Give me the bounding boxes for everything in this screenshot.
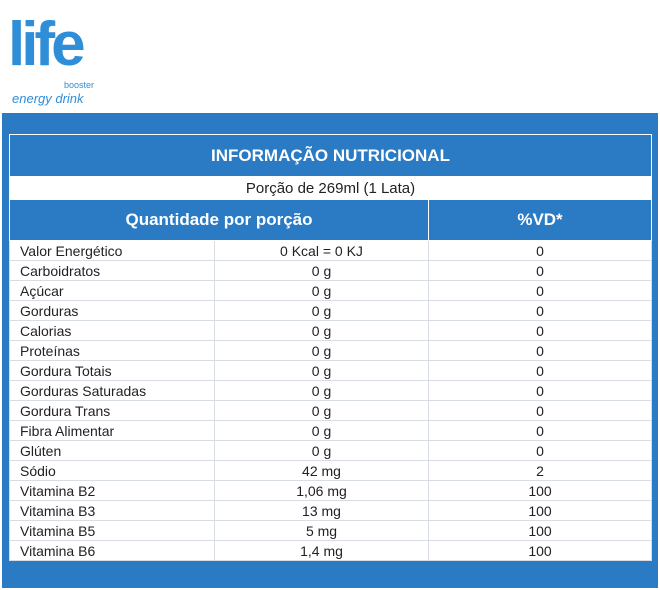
nutrient-quantity: 13 mg: [215, 501, 429, 521]
nutrient-vd: 0: [429, 281, 652, 301]
table-row: [10, 281, 652, 301]
header-quantity: Quantidade por porção: [10, 200, 429, 241]
nutrient-quantity: 0 g: [215, 421, 429, 441]
nutrient-name: Gorduras Saturadas: [10, 381, 215, 401]
table-title: INFORMAÇÃO NUTRICIONAL: [10, 135, 652, 177]
nutrient-name: Glúten: [10, 441, 215, 461]
nutrient-vd: 0: [429, 381, 652, 401]
nutrient-vd: 0: [429, 421, 652, 441]
nutrient-quantity: 1,06 mg: [215, 481, 429, 501]
nutrient-name: Gordura Trans: [10, 401, 215, 421]
table-row: [10, 421, 652, 441]
nutrient-name: Vitamina B2: [10, 481, 215, 501]
nutrient-name: Vitamina B3: [10, 501, 215, 521]
nutrient-name: Vitamina B5: [10, 521, 215, 541]
nutrient-quantity: 0 g: [215, 261, 429, 281]
nutrient-vd: 0: [429, 261, 652, 281]
nutrient-name: Gordura Totais: [10, 361, 215, 381]
header-vd: %VD*: [429, 200, 652, 241]
nutrient-quantity: 0 g: [215, 361, 429, 381]
nutrient-vd: 0: [429, 401, 652, 421]
nutrient-quantity: 42 mg: [215, 461, 429, 481]
nutrient-vd: 0: [429, 321, 652, 341]
table-row: [10, 461, 652, 481]
logo-booster-text: booster: [64, 80, 95, 90]
nutrient-name: Carboidratos: [10, 261, 215, 281]
life-logo: [8, 10, 98, 106]
nutrient-name: Vitamina B6: [10, 541, 215, 561]
table-row: [10, 321, 652, 341]
nutrient-quantity: 1,4 mg: [215, 541, 429, 561]
nutrient-quantity: 5 mg: [215, 521, 429, 541]
logo-wordmark: life: [8, 10, 82, 79]
nutrition-table: [9, 134, 652, 561]
nutrient-quantity: 0 g: [215, 321, 429, 341]
nutrient-vd: 0: [429, 301, 652, 321]
nutrient-vd: 100: [429, 481, 652, 501]
table-row: [10, 501, 652, 521]
nutrient-quantity: 0 g: [215, 341, 429, 361]
table-row: [10, 361, 652, 381]
table-row: [10, 541, 652, 561]
nutrient-vd: 0: [429, 341, 652, 361]
nutrient-quantity: 0 g: [215, 381, 429, 401]
nutrient-name: Açúcar: [10, 281, 215, 301]
nutrient-vd: 0: [429, 241, 652, 261]
nutrient-quantity: 0 Kcal = 0 KJ: [215, 241, 429, 261]
nutrient-name: Valor Energético: [10, 241, 215, 261]
nutrient-quantity: 0 g: [215, 301, 429, 321]
nutrition-panel: [2, 113, 658, 588]
nutrient-name: Sódio: [10, 461, 215, 481]
nutrient-name: Proteínas: [10, 341, 215, 361]
nutrient-vd: 2: [429, 461, 652, 481]
table-row: [10, 381, 652, 401]
portion-size: Porção de 269ml (1 Lata): [10, 177, 652, 200]
table-row: [10, 261, 652, 281]
table-row: [10, 521, 652, 541]
nutrient-quantity: 0 g: [215, 281, 429, 301]
table-row: [10, 481, 652, 501]
nutrient-vd: 0: [429, 441, 652, 461]
logo-tagline: energy drink: [12, 91, 84, 106]
nutrient-name: Fibra Alimentar: [10, 421, 215, 441]
nutrient-vd: 100: [429, 541, 652, 561]
nutrient-quantity: 0 g: [215, 401, 429, 421]
nutrient-vd: 100: [429, 501, 652, 521]
nutrient-vd: 0: [429, 361, 652, 381]
table-row: [10, 341, 652, 361]
nutrient-name: Gorduras: [10, 301, 215, 321]
table-row: [10, 301, 652, 321]
nutrient-vd: 100: [429, 521, 652, 541]
table-row: [10, 401, 652, 421]
table-row: [10, 441, 652, 461]
nutrient-quantity: 0 g: [215, 441, 429, 461]
nutrient-name: Calorias: [10, 321, 215, 341]
table-row: [10, 241, 652, 261]
